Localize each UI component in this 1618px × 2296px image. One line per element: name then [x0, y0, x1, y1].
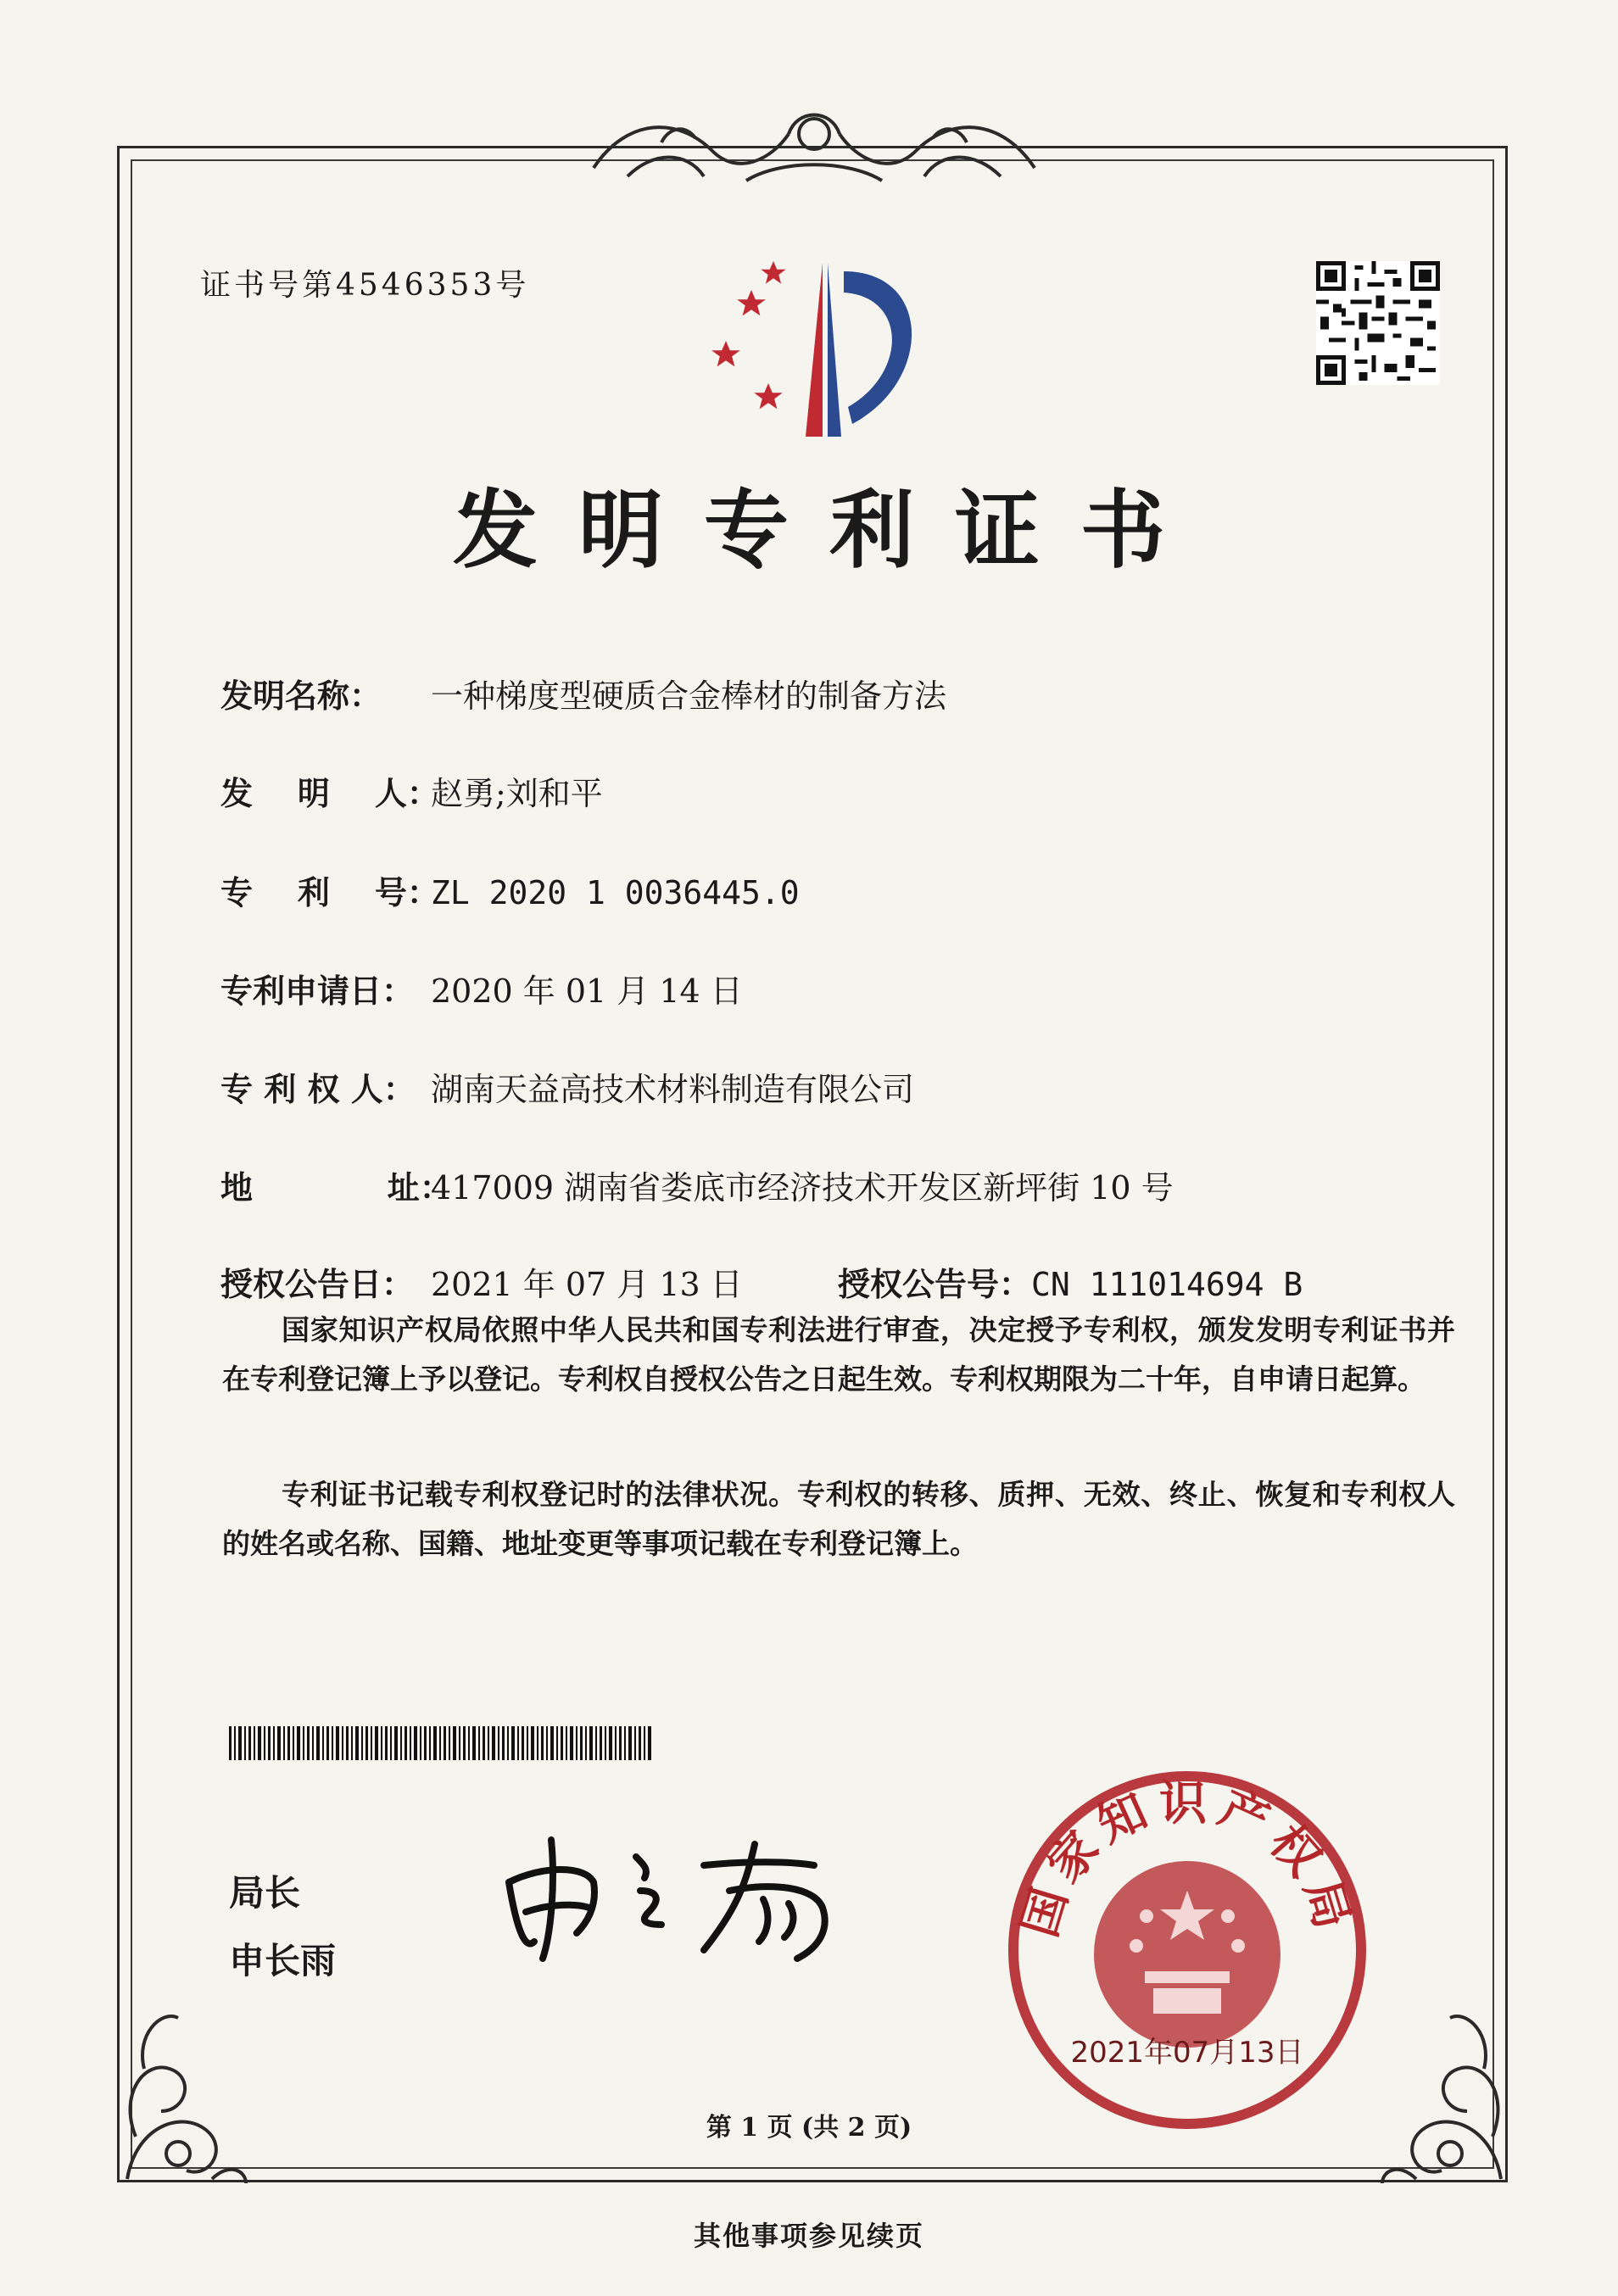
field-value: 2021 年 07 月 13 日: [431, 1266, 743, 1303]
bottom-right-ornament-icon: [1374, 1984, 1518, 2187]
field-value: 一种梯度型硬质合金棒材的制备方法: [431, 677, 947, 715]
field-patent-number: [220, 867, 800, 913]
barcode-icon: [229, 1726, 653, 1760]
field-inventor: [220, 767, 603, 814]
bottom-left-ornament-icon: [110, 1984, 254, 2187]
field-label: 发明名称：: [220, 677, 382, 715]
qr-code-icon: [1316, 261, 1440, 385]
field-value: 2020 年 01 月 14 日: [431, 972, 743, 1010]
page-indicator: 第 1 页 (共 2 页): [706, 2113, 912, 2143]
field-value: CN 111014694 B: [1031, 1266, 1303, 1303]
seal-text: 国家知识产权局: [1012, 1775, 1363, 1943]
footer-note: 其他事项参见续页: [693, 2220, 924, 2252]
official-seal-icon: [1001, 1764, 1374, 2137]
field-label: 发 明 人：: [220, 774, 439, 812]
field-address: [220, 1162, 1174, 1208]
field-grant-publication-number: [838, 1258, 1303, 1305]
field-label: 授权公告日：: [220, 1265, 415, 1303]
field-patentee: [220, 1063, 914, 1110]
certificate-title: 发明专利证书: [453, 480, 1206, 580]
field-value: 赵勇;刘和平: [431, 775, 603, 812]
field-label: 授权公告号：: [838, 1265, 1032, 1303]
field-label: 专 利 号：: [220, 873, 439, 911]
top-ornament-icon: [577, 100, 1052, 193]
signatory-name: 申长雨: [229, 1940, 337, 1981]
field-value: 湖南天益高技术材料制造有限公司: [431, 1071, 915, 1108]
field-invention-name: [220, 670, 946, 716]
seal-date: 2021年07月13日: [1070, 2036, 1304, 2070]
signatory-title: 局长: [229, 1872, 301, 1914]
handwritten-signature: [492, 1831, 865, 1967]
patent-office-emblem-icon: [695, 254, 941, 449]
field-label: 专 利 权 人：: [220, 1070, 416, 1108]
field-value: 417009 湖南省娄底市经济技术开发区新坪街 10 号: [431, 1169, 1174, 1207]
field-application-date: [220, 965, 743, 1011]
field-label: 地 址：: [220, 1168, 452, 1207]
body-paragraph: 专利证书记载专利权登记时的法律状况。专利权的转移、质押、无效、终止、恢复和专利权人的姓名或名称、国籍、地址变更等事项记载在专利登记簿上。: [222, 1478, 1455, 1560]
certificate-number: 证书号第4546353号: [200, 268, 530, 303]
field-value: ZL 2020 1 0036445.0: [431, 874, 800, 911]
field-label: 专利申请日：: [220, 972, 415, 1010]
body-paragraph: 国家知识产权局依照中华人民共和国专利法进行审查，决定授予专利权，颁发发明专利证书并在专利登记簿上予以登记。专利权自授权公告之日起生效。专利权期限为二十年，自申请日起算。: [222, 1313, 1455, 1396]
field-grant-date: [220, 1258, 743, 1305]
